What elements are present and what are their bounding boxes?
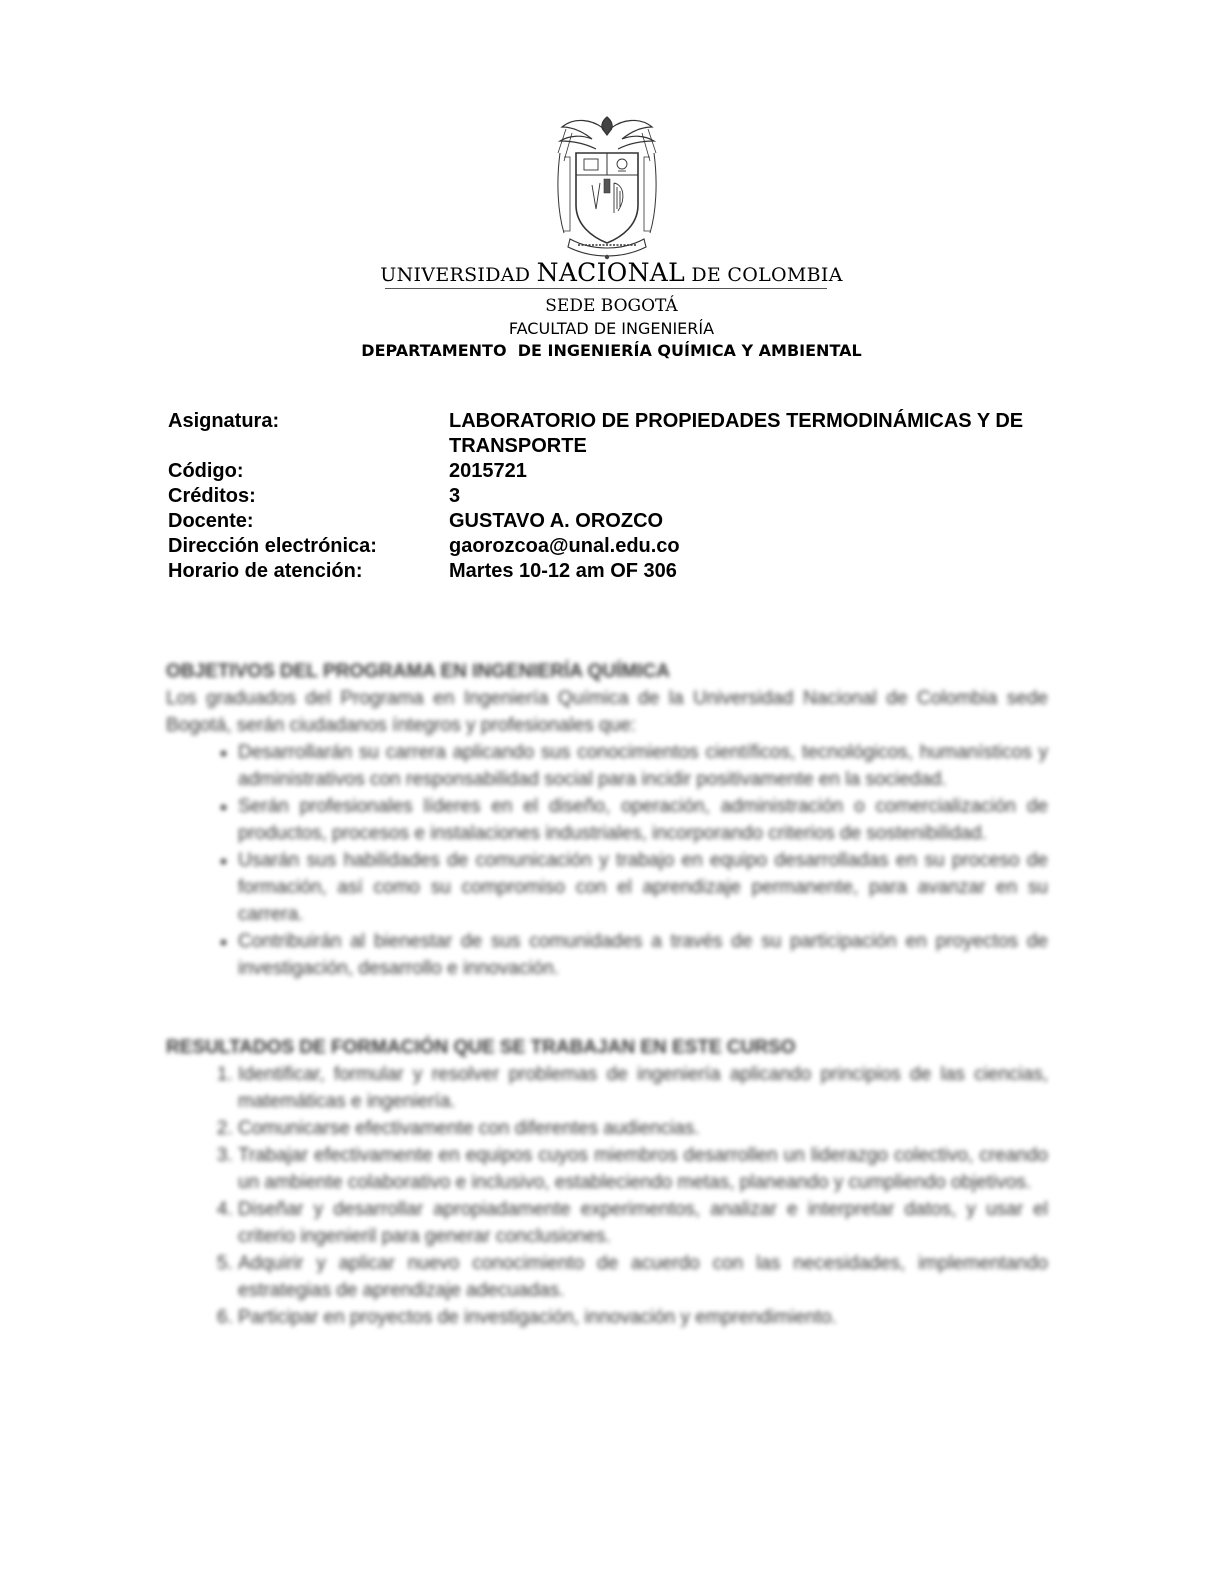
outcomes-list — [166, 1061, 1048, 1331]
course-info-label: Docente: — [168, 510, 254, 532]
objective-item: ▪ Desarrollarán su carrera aplicando sus conocimientos científicos, tecnológicos, humanísticos y administrativos con responsabilidad social para incidir positivamente en la sociedad. — [238, 739, 1048, 793]
outcome-item: 2. Comunicarse efectivamente con diferentes audiencias. — [238, 1115, 1048, 1142]
course-info-row — [168, 509, 1068, 534]
outcome-item: 3. Trabajar efectivamente en equipos cuyos miembros desarrollen un liderazgo colectivo, creando un ambiente colaborativo e inclusivo, estableciendo metas, planeando y cumpliendo objetivos. — [238, 1142, 1048, 1196]
course-info-value: Martes 10-12 am OF 306 — [449, 560, 677, 582]
outcome-item: 6. Participar en proyectos de investigación, innovación y emprendimiento. — [238, 1304, 1048, 1331]
section-spacer — [166, 982, 1048, 1034]
course-info-row — [168, 534, 1068, 559]
university-seal-logo — [552, 113, 662, 261]
objective-item: ▪ Serán profesionales líderes en el diseño, operación, administración o comercialización de productos, procesos e instalaciones industriales, incorporando criterios de sostenibilidad. — [238, 793, 1048, 847]
outcome-item: 5. Adquirir y aplicar nuevo conocimiento de acuerdo con las necesidades, implementando estrategias de aprendizaje adecuadas. — [238, 1250, 1048, 1304]
course-info-label: Asignatura: — [168, 410, 280, 432]
course-info-value: 3 — [449, 485, 461, 507]
course-info-value: GUSTAVO A. OROZCO — [449, 510, 664, 532]
objectives-list — [166, 739, 1048, 982]
course-info-value: LABORATORIO DE PROPIEDADES TERMODINÁMICAS Y DE TRANSPORTE — [449, 410, 1024, 457]
course-info-row — [168, 459, 1068, 484]
objective-item: ▪ Contribuirán al bienestar de sus comunidades a través de su participación en proyectos de investigación, desarrollo e innovación. — [238, 928, 1048, 982]
outcomes-title: RESULTADOS DE FORMACIÓN QUE SE TRABAJAN EN ESTE CURSO — [166, 1037, 796, 1058]
campus-name: SEDE BOGOTÁ — [545, 296, 678, 316]
university-name-main: NACIONAL — [536, 258, 685, 287]
course-info-table — [168, 409, 1068, 584]
course-info-label: Créditos: — [168, 485, 256, 507]
outcome-item: 4. Diseñar y desarrollar apropiadamente experimentos, analizar e interpretar datos, y usar el criterio ingenieril para generar conclusiones. — [238, 1196, 1048, 1250]
outcome-item: 1. Identificar, formular y resolver problemas de ingeniería aplicando principios de las ciencias, matemáticas e ingeniería. — [238, 1061, 1048, 1115]
course-info-label: Horario de atención: — [168, 560, 363, 582]
course-info-value: gaorozcoa@unal.edu.co — [449, 535, 680, 557]
course-info-row — [168, 409, 1068, 459]
objective-item: ▪ Usarán sus habilidades de comunicación y trabajo en equipo desarrolladas en su proceso de formación, así como su compromiso con el aprendizaje permanente, para avanzar en su carrera. — [238, 847, 1048, 928]
header-divider — [385, 288, 827, 289]
course-info-row — [168, 484, 1068, 509]
university-name-suffix: DE COLOMBIA — [685, 264, 843, 286]
faculty-name: FACULTAD DE INGENIERÍA — [508, 319, 715, 338]
course-info-row — [168, 559, 1068, 584]
course-info-value: 2015721 — [449, 460, 527, 482]
department-name: DEPARTAMENTO DE INGENIERÍA QUÍMICA Y AMBIENTAL — [361, 341, 862, 360]
university-name — [0, 258, 1223, 287]
objectives-intro: Los graduados del Programa en Ingeniería Química de la Universidad Nacional de Colombia sede Bogotá, serán ciudadanos íntegros y profesionales que: — [166, 688, 1048, 736]
course-info-label: Dirección electrónica: — [168, 535, 377, 557]
blurred-content — [166, 658, 1048, 1331]
university-name-prefix: UNIVERSIDAD — [380, 264, 537, 286]
course-info-label: Código: — [168, 460, 244, 482]
objectives-title: OBJETIVOS DEL PROGRAMA EN INGENIERÍA QUÍMICA — [166, 661, 670, 682]
